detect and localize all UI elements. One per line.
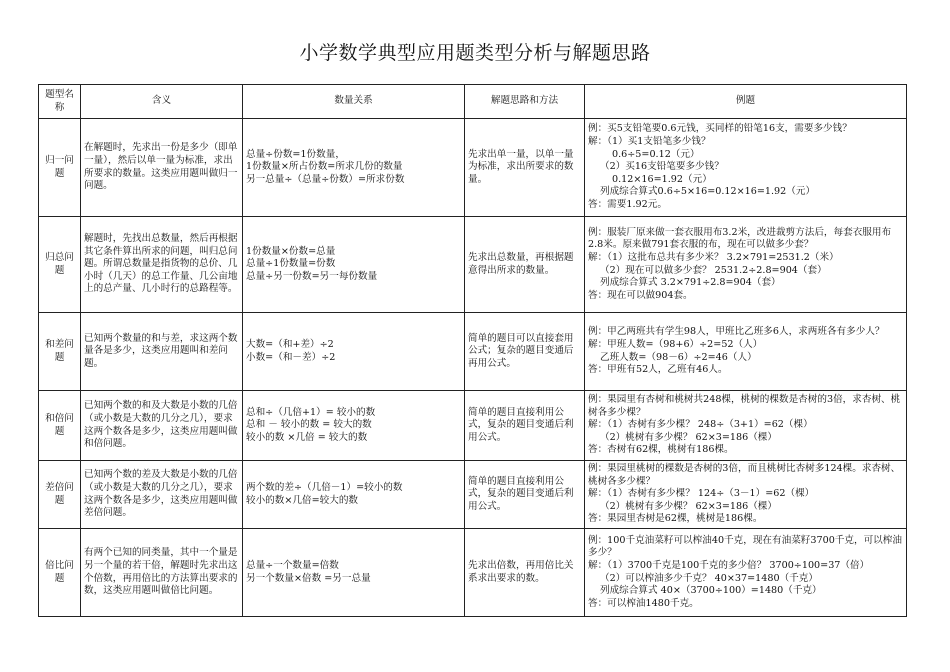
method-cell: 简单的题目直接利用公式，复杂的题目变通后利用公式。 <box>465 391 585 461</box>
example-line: 答：需要1.92元。 <box>588 199 667 211</box>
meaning-cell: 已知两个数的和及大数是小数的几倍（或小数是大数的几分之几），要求这两个数各是多少，这类应用题叫做和倍问题。 <box>81 391 243 461</box>
relation-cell <box>243 391 465 461</box>
meaning-cell: 有两个已知的同类量，其中一个量是另一个量的若干倍，解题时先求出这个倍数，再用倍比的方法算出要求的数，这类应用题叫做倍比问题。 <box>81 529 243 617</box>
relation-cell <box>243 313 465 391</box>
meaning-cell: 在解题时，先求出一份是多少（即单一量），然后以单一量为标准，求出所要求的数量。这类应用题叫做归一问题。 <box>81 119 243 217</box>
example-line: 例：果园里桃树的棵数是杏树的3倍，而且桃树比杏树多124棵。求杏树、桃树各多少棵？ <box>588 462 901 487</box>
example-line: 0.12×16=1.92（元） <box>612 173 712 185</box>
type-name-cell: 归总问题 <box>39 217 81 313</box>
table-header-row <box>39 85 907 119</box>
relation-line: 小数=（和－差）÷2 <box>246 351 336 363</box>
method-cell: 简单的题目可以直接套用公式；复杂的题目变通后再用公式。 <box>465 313 585 391</box>
example-line: （2）可以榨油多少千克？ 40×37=1480（千克） <box>600 572 818 584</box>
example-line: 列成综合算式 3.2×791÷2.8=904（套） <box>600 277 781 289</box>
relation-cell <box>243 119 465 217</box>
header-method: 解题思路和方法 <box>465 85 585 119</box>
example-cell <box>585 529 907 617</box>
example-line: （2）买16支铅笔要多少钱？ <box>600 161 724 173</box>
example-cell <box>585 217 907 313</box>
example-line: （2）现在可以做多少套？ 2531.2÷2.8=904（套） <box>600 264 827 276</box>
relation-line: 大数=（和+差）÷2 <box>246 338 334 350</box>
relation-line: 总和÷（几倍+1）= 较小的数 <box>246 406 376 418</box>
example-cell <box>585 461 907 529</box>
example-line: （2）桃树有多少棵？ 62×3=186（棵） <box>600 500 777 512</box>
example-line: 0.6÷5=0.12（元） <box>612 148 700 160</box>
example-line: 例：甲乙两班共有学生98人，甲班比乙班多6人，求两班各有多少人？ <box>588 326 885 338</box>
relation-line: 总量÷一个数量=倍数 <box>246 559 339 571</box>
table-row <box>39 461 907 529</box>
table-body <box>39 119 907 617</box>
example-cell <box>585 391 907 461</box>
table-row <box>39 391 907 461</box>
type-name-cell: 差倍问题 <box>39 461 81 529</box>
type-name-cell: 和倍问题 <box>39 391 81 461</box>
relation-line: 另一个数量×倍数 =另一总量 <box>246 572 371 584</box>
example-line: 解：（1）3700千克是100千克的多少倍？ 3700÷100=37（倍） <box>588 559 870 571</box>
problem-types-table <box>38 84 907 617</box>
table-row <box>39 119 907 217</box>
relation-line: 1份数量×所占份数=所求几份的数量 <box>246 161 403 173</box>
header-example: 例题 <box>585 85 907 119</box>
relation-line: 两个数的差÷（几倍－1）=较小的数 <box>246 481 403 493</box>
table-row <box>39 529 907 617</box>
relation-cell <box>243 461 465 529</box>
example-cell <box>585 119 907 217</box>
example-line: 列成综合算式0.6÷5×16=0.12×16=1.92（元） <box>600 186 816 198</box>
meaning-cell: 解题时，先找出总数量，然后再根据其它条件算出所求的问题，叫归总问题。所谓总数量是指货物的总价、几小时（几天）的总工作量、几公亩地上的总产量、几小时行的总路程等。 <box>81 217 243 313</box>
relation-line: 总量÷份数=1份数量， <box>246 148 345 160</box>
type-name-cell: 和差问题 <box>39 313 81 391</box>
example-line: （2）桃树有多少棵？ 62×3=186（棵） <box>600 431 777 443</box>
relation-line: 总量÷1份数量=份数 <box>246 258 336 270</box>
example-line: 答：果园里杏树是62棵，桃树是186棵。 <box>588 513 763 525</box>
header-relation: 数量关系 <box>243 85 465 119</box>
relation-line: 总和 － 较小的数 = 较大的数 <box>246 419 372 431</box>
example-line: 答：甲班有52人，乙班有46人。 <box>588 364 728 376</box>
meaning-cell: 已知两个数的差及大数是小数的几倍（或小数是大数的几分之几），要求这两个数各是多少，这类应用题叫做差倍问题。 <box>81 461 243 529</box>
example-cell <box>585 313 907 391</box>
example-line: 答：现在可以做904套。 <box>588 289 693 301</box>
relation-line: 另一总量÷（总量÷份数）=所求份数 <box>246 173 405 185</box>
example-line: 列成综合算式 40×（3700÷100）=1480（千克） <box>600 585 822 597</box>
example-line: 解：（1）杏树有多少棵？ 248÷（3+1）=62（棵） <box>588 419 813 431</box>
type-name-cell: 归一问题 <box>39 119 81 217</box>
method-cell: 先求出倍数，再用倍比关系求出要求的数。 <box>465 529 585 617</box>
header-meaning: 含义 <box>81 85 243 119</box>
relation-line: 1份数量×份数=总量 <box>246 245 336 257</box>
table-row <box>39 313 907 391</box>
example-line: 例：服装厂原来做一套衣服用布3.2米，改进裁剪方法后，每套衣服用布2.8米。原来做791套衣服的布，现在可以做多少套？ <box>588 226 892 251</box>
example-line: 答：杏树有62棵，桃树有186棵。 <box>588 444 734 456</box>
table-row <box>39 217 907 313</box>
relation-cell <box>243 217 465 313</box>
example-line: 例：买5支铅笔要0.6元钱，买同样的铅笔16支，需要多少钱？ <box>588 123 852 135</box>
example-line: 解：（1）杏树有多少棵？ 124÷（3－1）=62（棵） <box>588 488 815 500</box>
example-line: 例：果园里有杏树和桃树共248棵，桃树的棵数是杏树的3倍，求杏树、桃树各多少棵？ <box>588 393 901 418</box>
method-cell: 先求出单一量，以单一量为标准，求出所要求的数量。 <box>465 119 585 217</box>
example-line: 解：甲班人数=（98+6）÷2=52（人） <box>588 338 763 350</box>
relation-line: 较小的数 ×几倍 = 较大的数 <box>246 431 368 443</box>
example-line: 解：（1）这批布总共有多少米？ 3.2×791=2531.2（米） <box>588 251 839 263</box>
relation-cell <box>243 529 465 617</box>
relation-line: 较小的数×几倍=较大的数 <box>246 494 359 506</box>
method-cell: 简单的题目直接利用公式，复杂的题目变通后利用公式。 <box>465 461 585 529</box>
type-name-cell: 倍比问题 <box>39 529 81 617</box>
page-title: 小学数学典型应用题类型分析与解题思路 <box>299 42 651 64</box>
example-line: 解：（1）买1支铅笔多少钱？ <box>588 135 711 147</box>
example-line: 乙班人数=（98－6）÷2=46（人） <box>600 351 757 363</box>
example-line: 答：可以榨油1480千克。 <box>588 597 699 609</box>
header-type-name: 题型名称 <box>39 85 81 119</box>
meaning-cell: 已知两个数量的和与差，求这两个数量各是多少，这类应用题叫和差问题。 <box>81 313 243 391</box>
example-line: 例：100千克油菜籽可以榨油40千克，现在有油菜籽3700千克，可以榨油多少？ <box>588 534 902 559</box>
relation-line: 总量÷另一份数=另一每份数量 <box>246 270 378 282</box>
method-cell: 先求出总数量，再根据题意得出所求的数量。 <box>465 217 585 313</box>
